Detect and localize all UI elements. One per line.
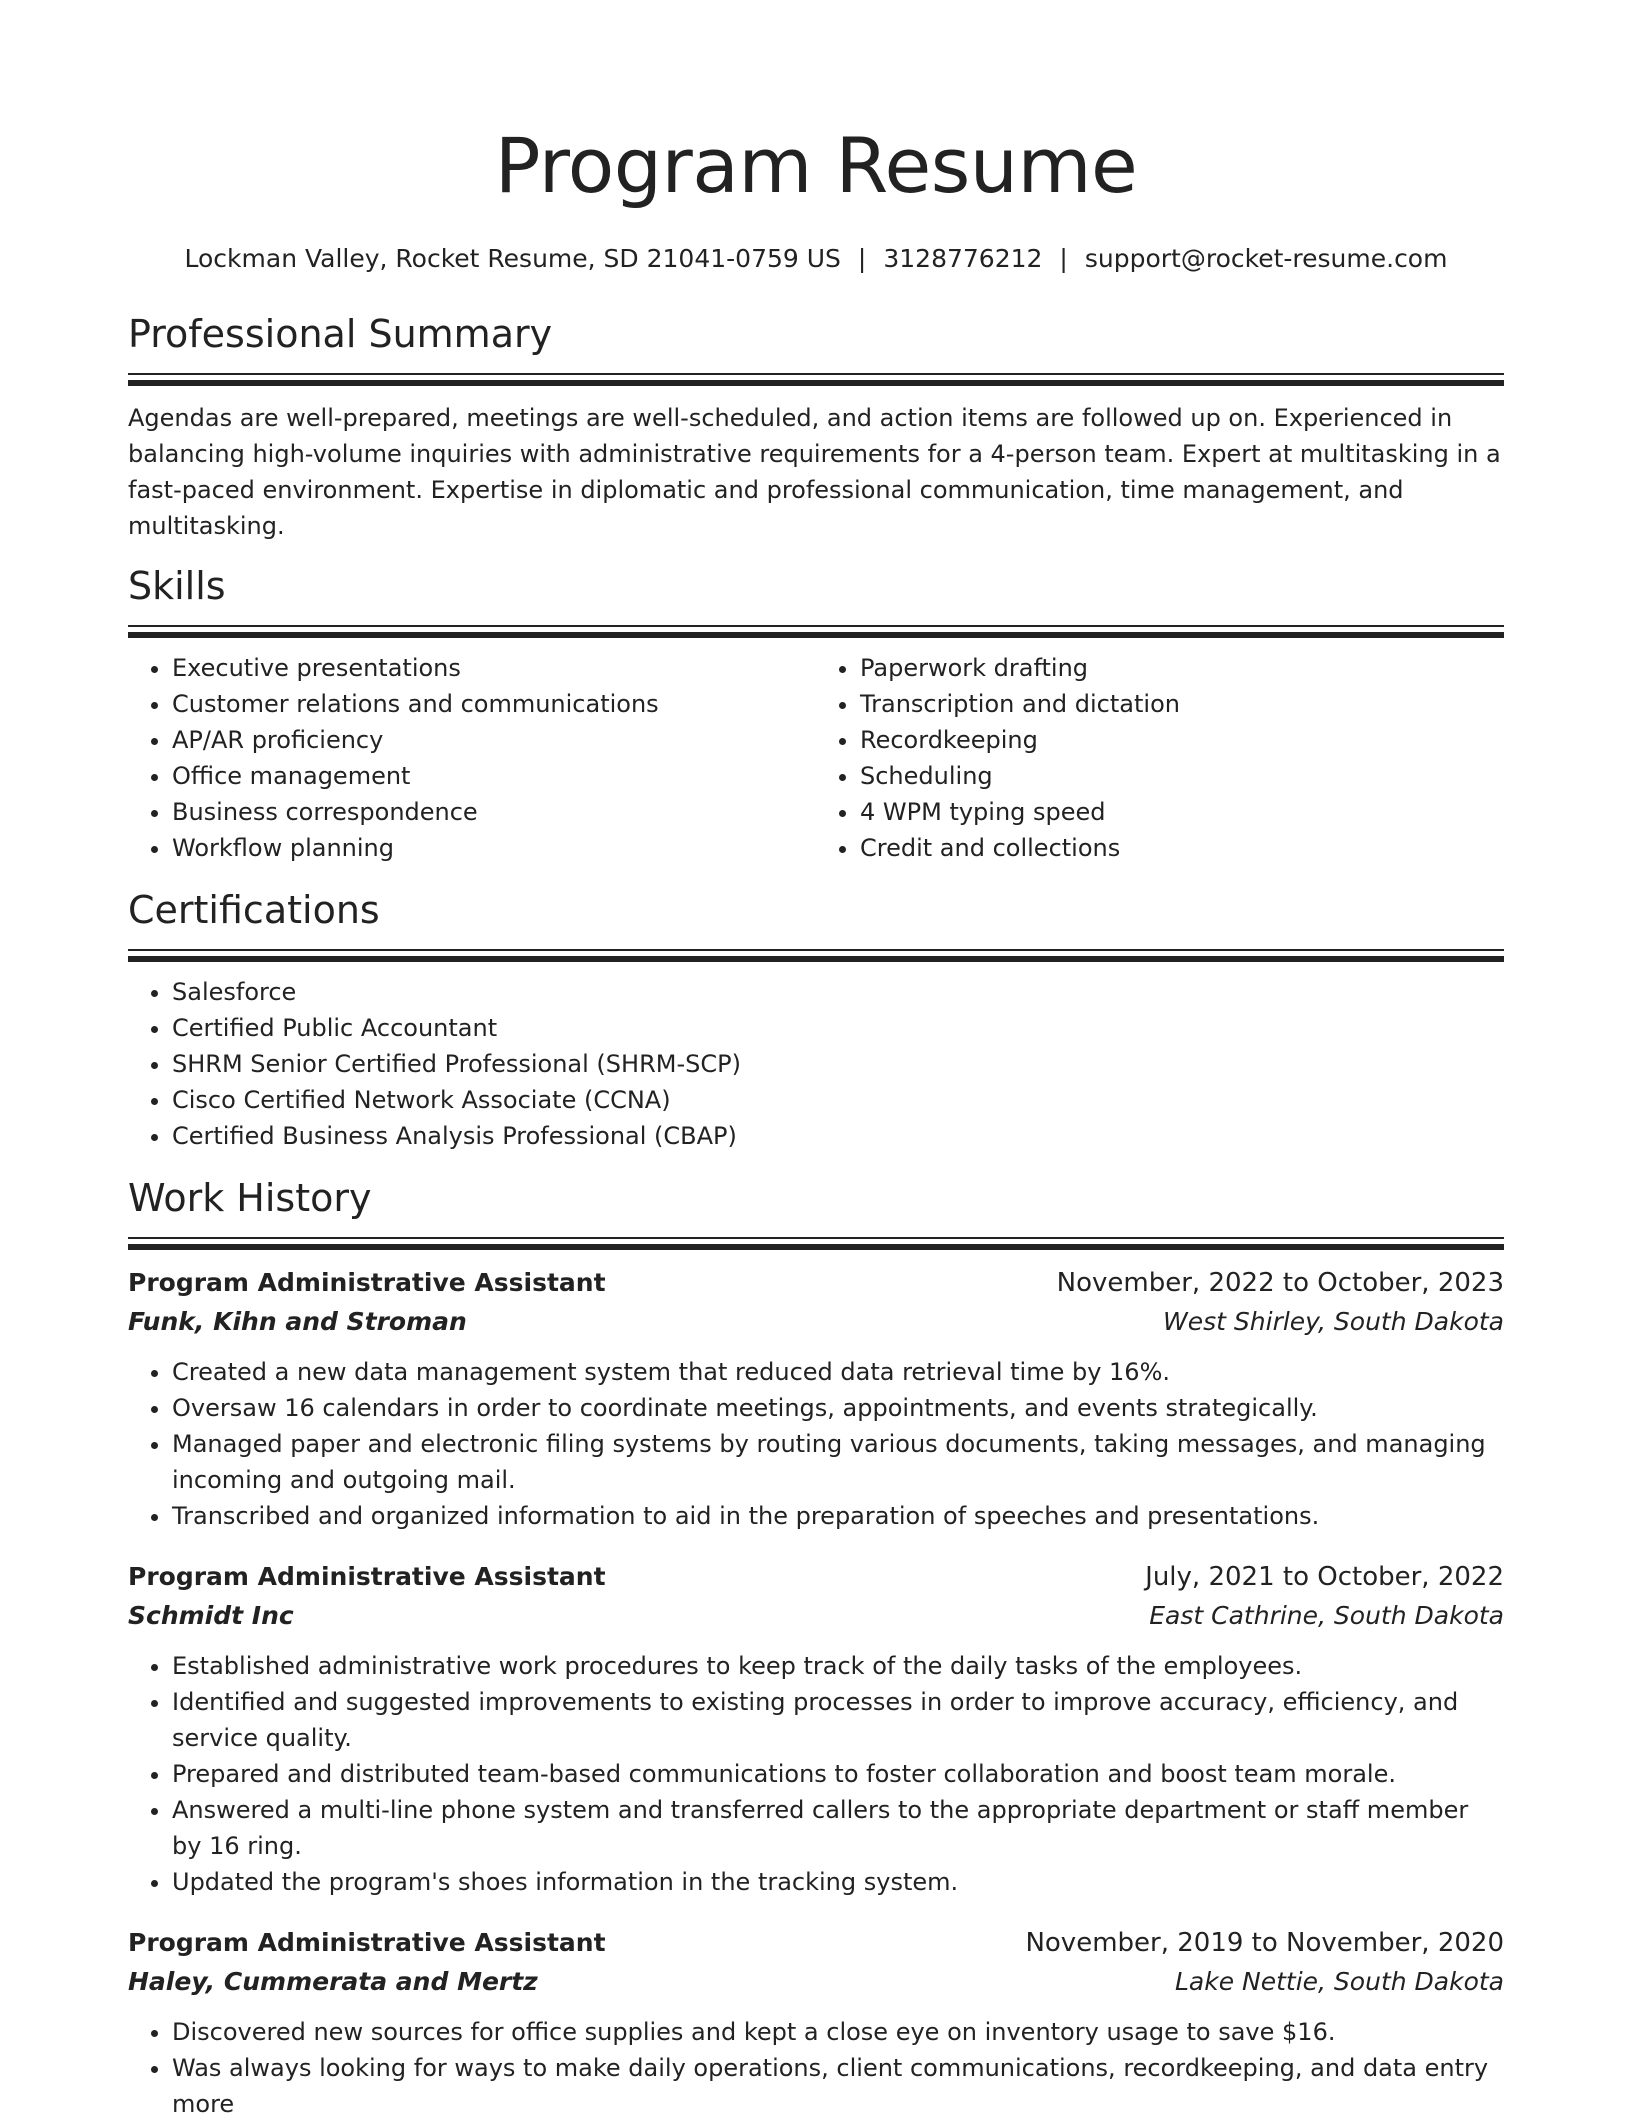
summary-text: Agendas are well-prepared, meetings are well-scheduled, and action items are followed up on. Experienced in balancing high-volume inquiries with administrative requirements for a 4-person team. Expert at multitasking in a fast-paced environment. Expertise in diplomatic and professional communication, time management, and multitasking.: [128, 404, 1501, 540]
job-location: East Cathrine, South Dakota: [1149, 1601, 1504, 1630]
job-entry: [128, 1924, 1504, 2122]
contact-address: Lockman Valley, Rocket Resume, SD 21041-0759 US: [184, 244, 841, 273]
job-company: Haley, Cummerata and Mertz: [128, 1967, 538, 1996]
skill-item: • Office management: [172, 758, 816, 794]
skill-item: • Recordkeeping: [860, 722, 1504, 758]
section-rule: [128, 625, 1504, 627]
contact-line: [128, 242, 1504, 276]
skill-item: • AP/AR proficiency: [172, 722, 816, 758]
job-dates: July, 2021 to October, 2022: [1145, 1562, 1504, 1592]
job-bullet: • Discovered new sources for office supplies and kept a close eye on inventory usage to save $16.: [172, 2014, 1504, 2050]
certification-item: • Salesforce: [172, 974, 1504, 1010]
job-bullet: • Answered a multi-line phone system and transferred callers to the appropriate department or staff member by 16 ring.: [172, 1792, 1504, 1864]
work-history-section: [128, 1174, 1504, 2122]
job-bullets: [128, 1648, 1504, 1900]
job-bullet: • Was always looking for ways to make daily operations, client communications, recordkeeping, and data entry more: [172, 2050, 1504, 2122]
section-rule: [128, 1237, 1504, 1239]
job-subheader: [128, 1962, 1504, 2002]
job-location: West Shirley, South Dakota: [1163, 1307, 1504, 1336]
section-rule: [128, 956, 1504, 962]
certifications-list: [128, 974, 1504, 1154]
section-title-work-history: Work History: [128, 1176, 372, 1220]
job-entry: [128, 1264, 1504, 1534]
section-rule: [128, 1244, 1504, 1250]
job-bullet: • Identified and suggested improvements to existing processes in order to improve accuracy, efficiency, and service quality.: [172, 1684, 1504, 1756]
skill-item: • Transcription and dictation: [860, 686, 1504, 722]
section-title-summary: Professional Summary: [128, 312, 553, 356]
job-location: Lake Nettie, South Dakota: [1174, 1967, 1504, 1996]
job-bullet: • Established administrative work procedures to keep track of the daily tasks of the employees.: [172, 1648, 1504, 1684]
job-dates: November, 2022 to October, 2023: [1056, 1268, 1504, 1298]
job-entry: [128, 1558, 1504, 1900]
job-bullet: • Updated the program's shoes information in the tracking system.: [172, 1864, 1504, 1900]
skill-item: • Workflow planning: [172, 830, 816, 866]
section-rule: [128, 632, 1504, 638]
job-bullet: • Oversaw 16 calendars in order to coordinate meetings, appointments, and events strategically.: [172, 1390, 1504, 1426]
section-rule: [128, 373, 1504, 375]
skills-list-right: [816, 650, 1504, 866]
section-title-skills: Skills: [128, 564, 226, 608]
certification-item: • Certified Public Accountant: [172, 1010, 1504, 1046]
job-bullet: • Managed paper and electronic filing systems by routing various documents, taking messages, and managing incoming and outgoing mail.: [172, 1426, 1504, 1498]
job-bullet: • Transcribed and organized information to aid in the preparation of speeches and presentations.: [172, 1498, 1504, 1534]
certifications-section: [128, 886, 1504, 1154]
contact-separator: |: [857, 244, 867, 273]
skill-item: • Executive presentations: [172, 650, 816, 686]
job-title: Program Administrative Assistant: [128, 1928, 606, 1957]
skills-list-left: [128, 650, 816, 866]
job-company: Schmidt Inc: [128, 1601, 294, 1630]
skills-columns: [128, 650, 1504, 866]
job-subheader: [128, 1596, 1504, 1636]
certification-item: • Certified Business Analysis Professional (CBAP): [172, 1118, 1504, 1154]
section-rule: [128, 949, 1504, 951]
certification-item: • SHRM Senior Certified Professional (SHRM-SCP): [172, 1046, 1504, 1082]
job-header: [128, 1558, 1504, 1596]
skill-item: • Customer relations and communications: [172, 686, 816, 722]
skill-item: • Paperwork drafting: [860, 650, 1504, 686]
job-bullet: • Prepared and distributed team-based communications to foster collaboration and boost team morale.: [172, 1756, 1504, 1792]
summary-section: [128, 310, 1504, 544]
job-bullets: [128, 1354, 1504, 1534]
skill-item: • Credit and collections: [860, 830, 1504, 866]
section-title-certifications: Certifications: [128, 888, 380, 932]
skill-item: • Scheduling: [860, 758, 1504, 794]
section-rule: [128, 380, 1504, 386]
job-title: Program Administrative Assistant: [128, 1562, 606, 1591]
job-bullet: • Created a new data management system that reduced data retrieval time by 16%.: [172, 1354, 1504, 1390]
certification-item: • Cisco Certified Network Associate (CCNA): [172, 1082, 1504, 1118]
job-header: [128, 1924, 1504, 1962]
contact-email[interactable]: support@rocket-resume.com: [1084, 244, 1448, 273]
resume-name: Program Resume: [494, 121, 1138, 210]
job-dates: November, 2019 to November, 2020: [1025, 1928, 1504, 1958]
contact-phone: 3128776212: [883, 244, 1043, 273]
skills-section: [128, 562, 1504, 866]
skill-item: • Business correspondence: [172, 794, 816, 830]
job-title: Program Administrative Assistant: [128, 1268, 606, 1297]
contact-separator: |: [1059, 244, 1068, 273]
job-bullets: [128, 2014, 1504, 2122]
skill-item: • 4 WPM typing speed: [860, 794, 1504, 830]
job-subheader: [128, 1302, 1504, 1342]
job-company: Funk, Kihn and Stroman: [128, 1307, 467, 1336]
job-header: [128, 1264, 1504, 1302]
